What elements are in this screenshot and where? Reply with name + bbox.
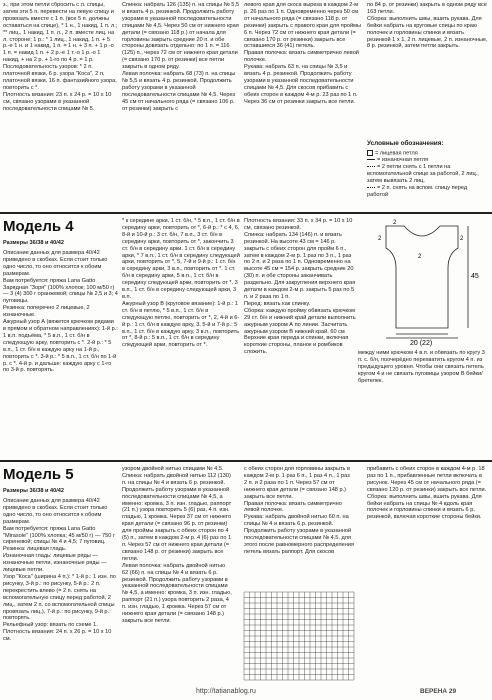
- model-4-title: Модель 4: [3, 218, 74, 235]
- model-5-column-1: Описание данных для размера 40/42 приведено в скобках. Если стоит только одно число, то оно относится к обоим размерам. Вам потребуется: пряжа Lana Gatto "Mirasole" (100% хлопка; 45 м/50 г) — 750 г сиреневой; спицы № 4 и 4,5; 7 пуговиц. Резинка: лицевая гладь. Изнаночная гладь: лицевые ряды — изнаночные петли, изнаночные ряды — лицевые петли. Узор "Коса" (ширина 4 п.): * 1-й р.: 1 изн. по рисунку, 3-й р.: по рисунку, 5-й р.: 2 п. перекрестить влево (= 2 п. снять на вспомогательную спицу перед работой, 2 лиц., затем 2 п. со вспомогательной спицы провязать лиц.), 7-й р.: по рисунку, 9-й р.: повторять. Рельефный узор: вязать по схеме 1. Плотность вязания: 24 п. x 26 р. = 10 x 10 см.: [3, 498, 116, 643]
- diagram-label-top: 2: [393, 220, 397, 226]
- watermark: http://tatianablog.ru: [196, 688, 256, 695]
- top-column-2: Спинка: набрать 126 (135) п. на спицы № 5,5 и вязать 4 р. резинкой. Продолжить работу узорами в указанной последовательности спицами № 4,5. Через 50 см от нижнего края детали (= связано 118 р.) от начала для горловины закрыть средние 20 п. и обе стороны довязать отдельно: по 1 п. = 116 (125) п., через 72 см от нижнего края детали (= связано 170 р. от резинки) все петли закрыть в одном ряду. Левая полочка: набрать 68 (73) п. на спицы № 5,5 и вязать 4 р. резинкой. Продолжить работу узорами в указанной последовательности спицами № 4,5. Через 45 см от начального ряда (= связано 106 р. от резинки) закрыть с: [122, 2, 240, 112]
- model-4-column-2: * к середине арки, 1 ст. б/н, * 5 в.п., 1 ст. б/н в середину арки, повторить от *, 6-й р.: * с 4, 6, 8-й и 10-й р.: 3 ст. б/н, 7 в.п., 3 ст. б/н в середину арки, повторить от *, закончить 3 ст. б/н в середину арки. 1 ст. б/н в середину арки, * 7 в.п., 1 ст. б/н в середину следующей арки, повторить от *, 5, 7-й и 9-й р.: 1 ст. б/н в середину арки, 3 в.п., повторить от *. 1 ст. б/н в середину арки, 5 в.п., 1 ст. б/н в середину следующей арки, повторить от *. 3 в.п., 1 ст. б/н в середину следующей арки, 3 в.п. Ажурный узор В (круговое вязание): 1-й р.: 1 ст. б/н в петлю, * 5 в.п., 1 ст. б/н в следующую петлю, повторить от *, 2, 4-й и 6-й р.: 1 ст. б/н в каждую арку, 3, 5-й и 7-й р.: 5 в.п., 1 ст. б/н в каждую арку, 3 в.п., повторить от *, 8-й р.: 5 в.п., 1 ст. б/н в середину следующей арки, повторить от *.: [122, 218, 240, 349]
- model-4-column-1: Описание данных для размера 40/42 приведено в скобках. Если стоит только одно число, то оно относится к обоим размерам. Вам потребуется: пряжа Lana Gatto Зарядная "Зоря" (100% хлопок; 100 м/50 г) — 3 (4) 300 г оранжевой; спицы № 2,5 и 3; 4 пуговицы. Резинка: поперечно 2 лицевые, 2 изнаночные. Ажурный узор А (вяжется крючком рядами в прямом и обратном направлениях): 1-й р.: 1 в.п. подъёма, * 5 в.п., 1 ст. б/н в следующую арку, повторить с *. 2-й р.: * 5 в.п., 1 ст. б/н в каждую арку на 1-й р., повторить с *. 3-й р.: * 5 в.п., 1 ст. б/н по 1-й р. с *. 4-й р. и дальше: каждую арку с 1-го по 3-й р. повторять.: [3, 250, 118, 374]
- divider-middle: [0, 460, 492, 462]
- model-5-column-2: узором двойной нитью спицами № 4,5. Спинка: набрать двойной нитью 112 (130) п. на спицы № 4 и вязать 6 р. резинкой. Продолжить работу узорами в указанной последовательности спицами № 4,5, а именно: кромка, 3 п. изн. гладью, раппорт (21 п.) узора повторить 5 (6) раз, 4 п. изн. гладью, 1 кромка. Через 37 см от нижнего края детали (= связано 96 р. от резинки) для проймы закрыть с обеих сторон по 4 (5) п., затем в каждом 2-м р. 4 (6) раз по 1 п. Через 57 см от нижнего края детали (= связано 148 р. от резинки) закрыть все петли. Левая полочка: набрать двойной нитью 62 (66) п. на спицы № 4 и вязать 6 р. резинкой. Продолжить работу узорами в указанной последовательности спицами № 4,5, а именно: кромка, 3 п. изн. гладью, раппорт (21 п.) узора повторить 2 раза, 4 п. изн. гладью, 1 кромка. Через 57 см от нижнего края детали (= связано 148 р.) закрыть все петли.: [122, 466, 232, 624]
- garment-schematic: [356, 218, 490, 348]
- divider-top: [0, 212, 492, 214]
- model-5-column-4: прибавить с обеих сторон в каждом 4-м р. 18 раз по 1 п., прибавленные петли включать в рисунок. Через 45 см от начального ряда (= связано 120 р. от резинки) закрыть все петли. Сборка: выполнить швы, вшить рукава. Для бейки набрать на спицы № 4 вдоль края полочек и горловины спинки и вязать 6 р. резинкой, включая короткие стороны бейки.: [367, 466, 487, 521]
- diagram-label-side: 2: [460, 236, 464, 242]
- legend-item-cross-front: = 2 п. снять на вспом. спицу перед работой: [367, 185, 468, 198]
- diagram-label-left: 2: [378, 236, 382, 242]
- diagram-label-right: 45: [471, 273, 479, 280]
- knit-stitch-icon: [367, 150, 373, 156]
- legend: [367, 150, 489, 199]
- diagram-label-bottom: 20 (22): [410, 340, 433, 347]
- model-5-column-3: с обеих сторон для горловины закрыть в каждом 2-м р. 1 раз 6 п., 1 раз 4 п., 1 раз 2 п. и 2 раза по 1 п. Через 57 см от нижнего края детали (= связано 148 р.) закрыть все петли. Правая полочка: вязать симметрично левой полочке. Рукава: набрать двойной нитью 60 п. на спицы № 4 и вязать 6 р. резинкой. Продолжить работу узорами в указанной последовательности спицами № 4,5, для этого после равномерного распределения петель вязать раппорт. Для скосов: [244, 466, 354, 555]
- purl-stitch-icon: [367, 159, 375, 160]
- model-4-column-4: между ними крючком 4 в.п. и обвязать по кругу 3 п. с. б/н, поочерёдно перехватить кругом 4 п. из предыдущего уровня. Чтобы они связать петель кругом 4 и не связать пуговицы узором В бейки/бретелек.: [358, 350, 485, 384]
- legend-item-purl: = изнаночная петля: [367, 157, 489, 164]
- top-column-3: левого края для скоса выреза в каждом 2-м р. 26 раз по 1 п. Одновременно через 50 см от начального ряда (= связано 118 р. от резинки) закрыть с правого края для проймы 6 п. Через 72 см от нижнего края детали (= связано 170 р. от резинки) закрыть все оставшиеся 36 (41) петель. Правая полочка: вязать симметрично левой полочке. Рукава: набрать 63 п. на спицы № 3,5 и вязать 4 р. резинкой. Продолжить работу узорами в указанной последовательности спицами № 4,5. Для скосов прибавить с обеих сторон в каждом 4-м р. 23 раз по 1 п. Через 36 см от резинки закрыть все петли.: [244, 2, 361, 105]
- legend-item-knit: = лицевая петля: [367, 150, 489, 157]
- top-column-4: по 84 р. от резинки) закрыть в одном ряду все 163 петли. Сборка: выполнить швы, вшить рукава. Для бейки набрать на круговые спицы по краю полочек и горловины спинки и вязать резинкой 1 x 1, 2 п. лицевые, 2 п. изнаночные, 8 р. резинкой, затем петли закрыть.: [367, 2, 488, 50]
- cable-front-icon: [367, 187, 375, 189]
- legend-title: Условные обозначения:: [367, 140, 444, 147]
- model-4-sizes: Размеры 36/38 и 40/42: [3, 240, 65, 246]
- model-5-sizes: Размеры 36/38 и 40/42: [3, 488, 65, 494]
- legend-item-cross-back: = 2 петли снять с 1 петли на вспомогательной спице за работой, 2 лиц., затем вывязать 2 лиц.: [367, 164, 479, 185]
- model-5-title: Модель 5: [3, 466, 74, 483]
- footer-brand: [420, 688, 456, 695]
- diagram-label-mid: 2: [418, 254, 422, 260]
- cable-back-icon: [367, 166, 375, 168]
- page-number: 29: [448, 688, 457, 695]
- top-column-1: з., при этом петли сбросить с л. спицы, затем эти 5 п. перевести на левую спицу и провязать вместе с 1 п. (все 5 п. должны оставаться на спице), * 1 н., 1 накид, 1 п. л.; ** лиц., 1 накид, 1 п. л., 2 п. вместе лиц. на л. стороне; 1 р.: * 1 лиц., 1 накид, 1 п. + 5 р.-е 1 н. и 1 накид, 1 п. = 1 н. + 3 п. + 1 р.-о 1 п. = накид 1 п. + 2 р.-е 1 т.-о 1 р.-о 1 накид, + на 2 р. + 1-го по 4 р. = 1 р. Последовательность узоров: * 2 п. платочной вязки, 6 р. узора "Коса", 2 п. платочной вязки, 16 п. фантазийного узора, повторить с *. Плотность вязания: 23 п. x 24 р. = 10 x 10 см, связано узорами в указанной последовательности спицами № 5.: [3, 2, 118, 112]
- stitch-chart: [240, 590, 358, 682]
- model-4-column-3: Плотность вязания: 33 п. x 34 р. = 10 x 10 см, связано резинкой. Спинка: набрать 134 (146) п. и вязать резинкой. На высоте 43 см = 146 р. закрыть с обеих сторон для пройм 6 п., затем в каждом 2-м р. 1 раз по 3 п., 1 раз по 2 п. и 2 раза по 1 п. Одновременно на высоте 45 см = 154 р. закрыть средние 20 (30) п. и обе стороны заканчивать раздельно. Для закругления верхнего края детали в каждом 2-м р. закрыть 5 раз по 5 п. и 2 раза по 1 п. Перед: вязать как спинку. Сборка: каждую пройму обвязать крючком 29 ст. б/н и нижний край детали выполнить ажурным узором А по линии. Засчитать ажурным узором В нижний край. 60 см Верхние края переда и спинки, включая короткие стороны, планок и ромбиков сложить.: [244, 218, 356, 356]
- brand-name: ВЕРЕНА: [420, 688, 448, 695]
